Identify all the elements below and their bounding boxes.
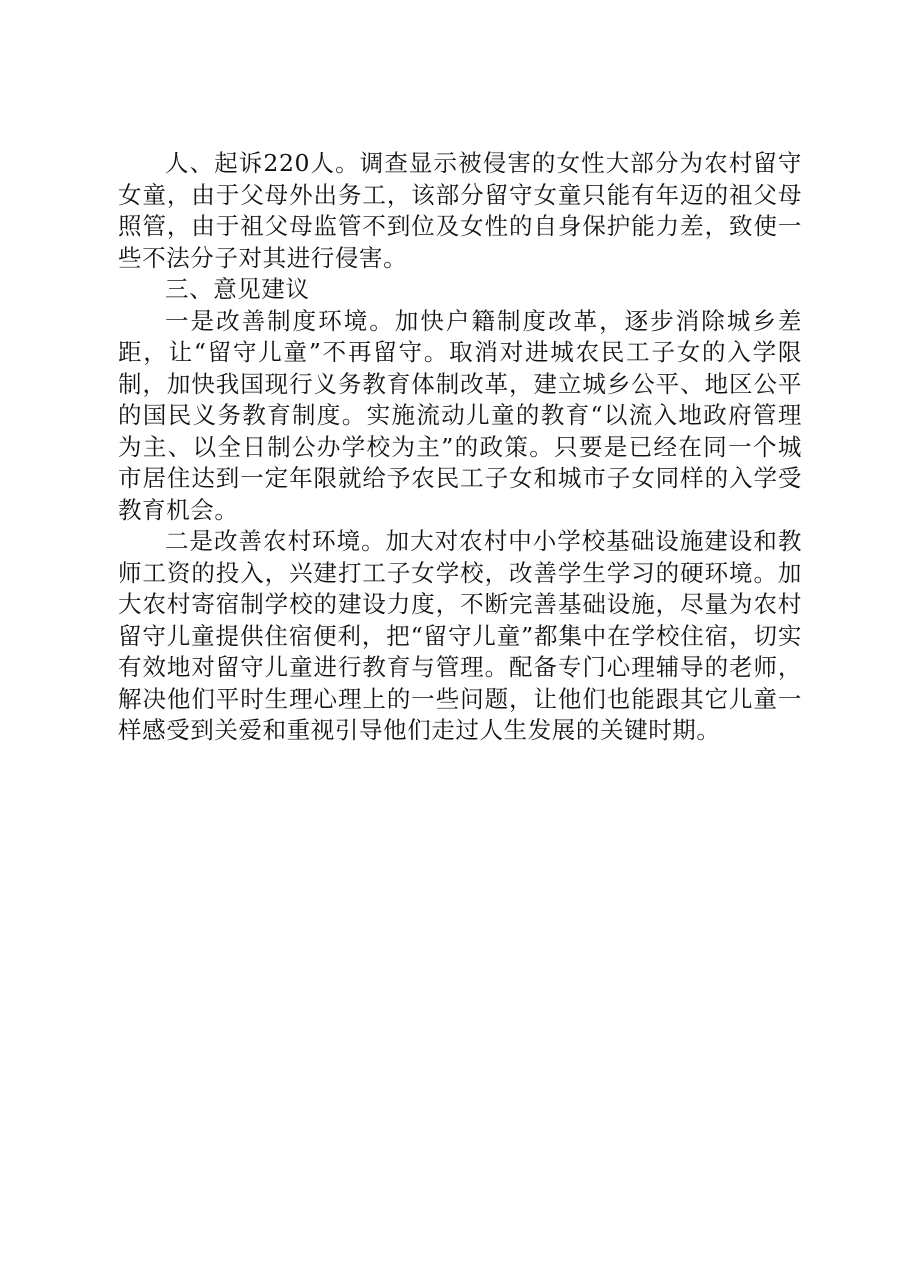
section-heading-suggestions: 三、意见建议 bbox=[165, 275, 310, 303]
paragraph-institutional-environment: 一是改善制度环境。加快户籍制度改革，逐步消除城乡差距，让“留守儿童”不再留守。取消对进城农民工子女的入学限制，加快我国现行义务教育体制改革，建立城乡公平、地区公平的国民义务教育制度。实施流动儿童的教育“以流入地政府管理为主、以全日制公办学校为主”的政策。只要是已经在同一个城市居住达到一定年限就给予农民工子女和城市子女同样的入学受教育机会。 bbox=[118, 306, 802, 524]
document-body bbox=[118, 148, 802, 747]
paragraph-rural-environment: 二是改善农村环境。加大对农村中小学校基础设施建设和教师工资的投入，兴建打工子女学校，改善学生学习的硬环境。加大农村寄宿制学校的建设力度，不断完善基础设施，尽量为农村留守儿童提供住宿便利，把“留守儿童”都集中在学校住宿，切实有效地对留守儿童进行教育与管理。配备专门心理辅导的老师，解决他们平时生理心理上的一些问题，让他们也能跟其它儿童一样感受到关爱和重视引导他们走过人生发展的关键时期。 bbox=[118, 527, 802, 744]
paragraph-continuation: 人、起诉220人。调查显示被侵害的女性大部分为农村留守女童，由于父母外出务工，该部分留守女童只能有年迈的祖父母照管，由于祖父母监管不到位及女性的自身保护能力差，致使一些不法分子对其进行侵害。 bbox=[118, 149, 802, 272]
